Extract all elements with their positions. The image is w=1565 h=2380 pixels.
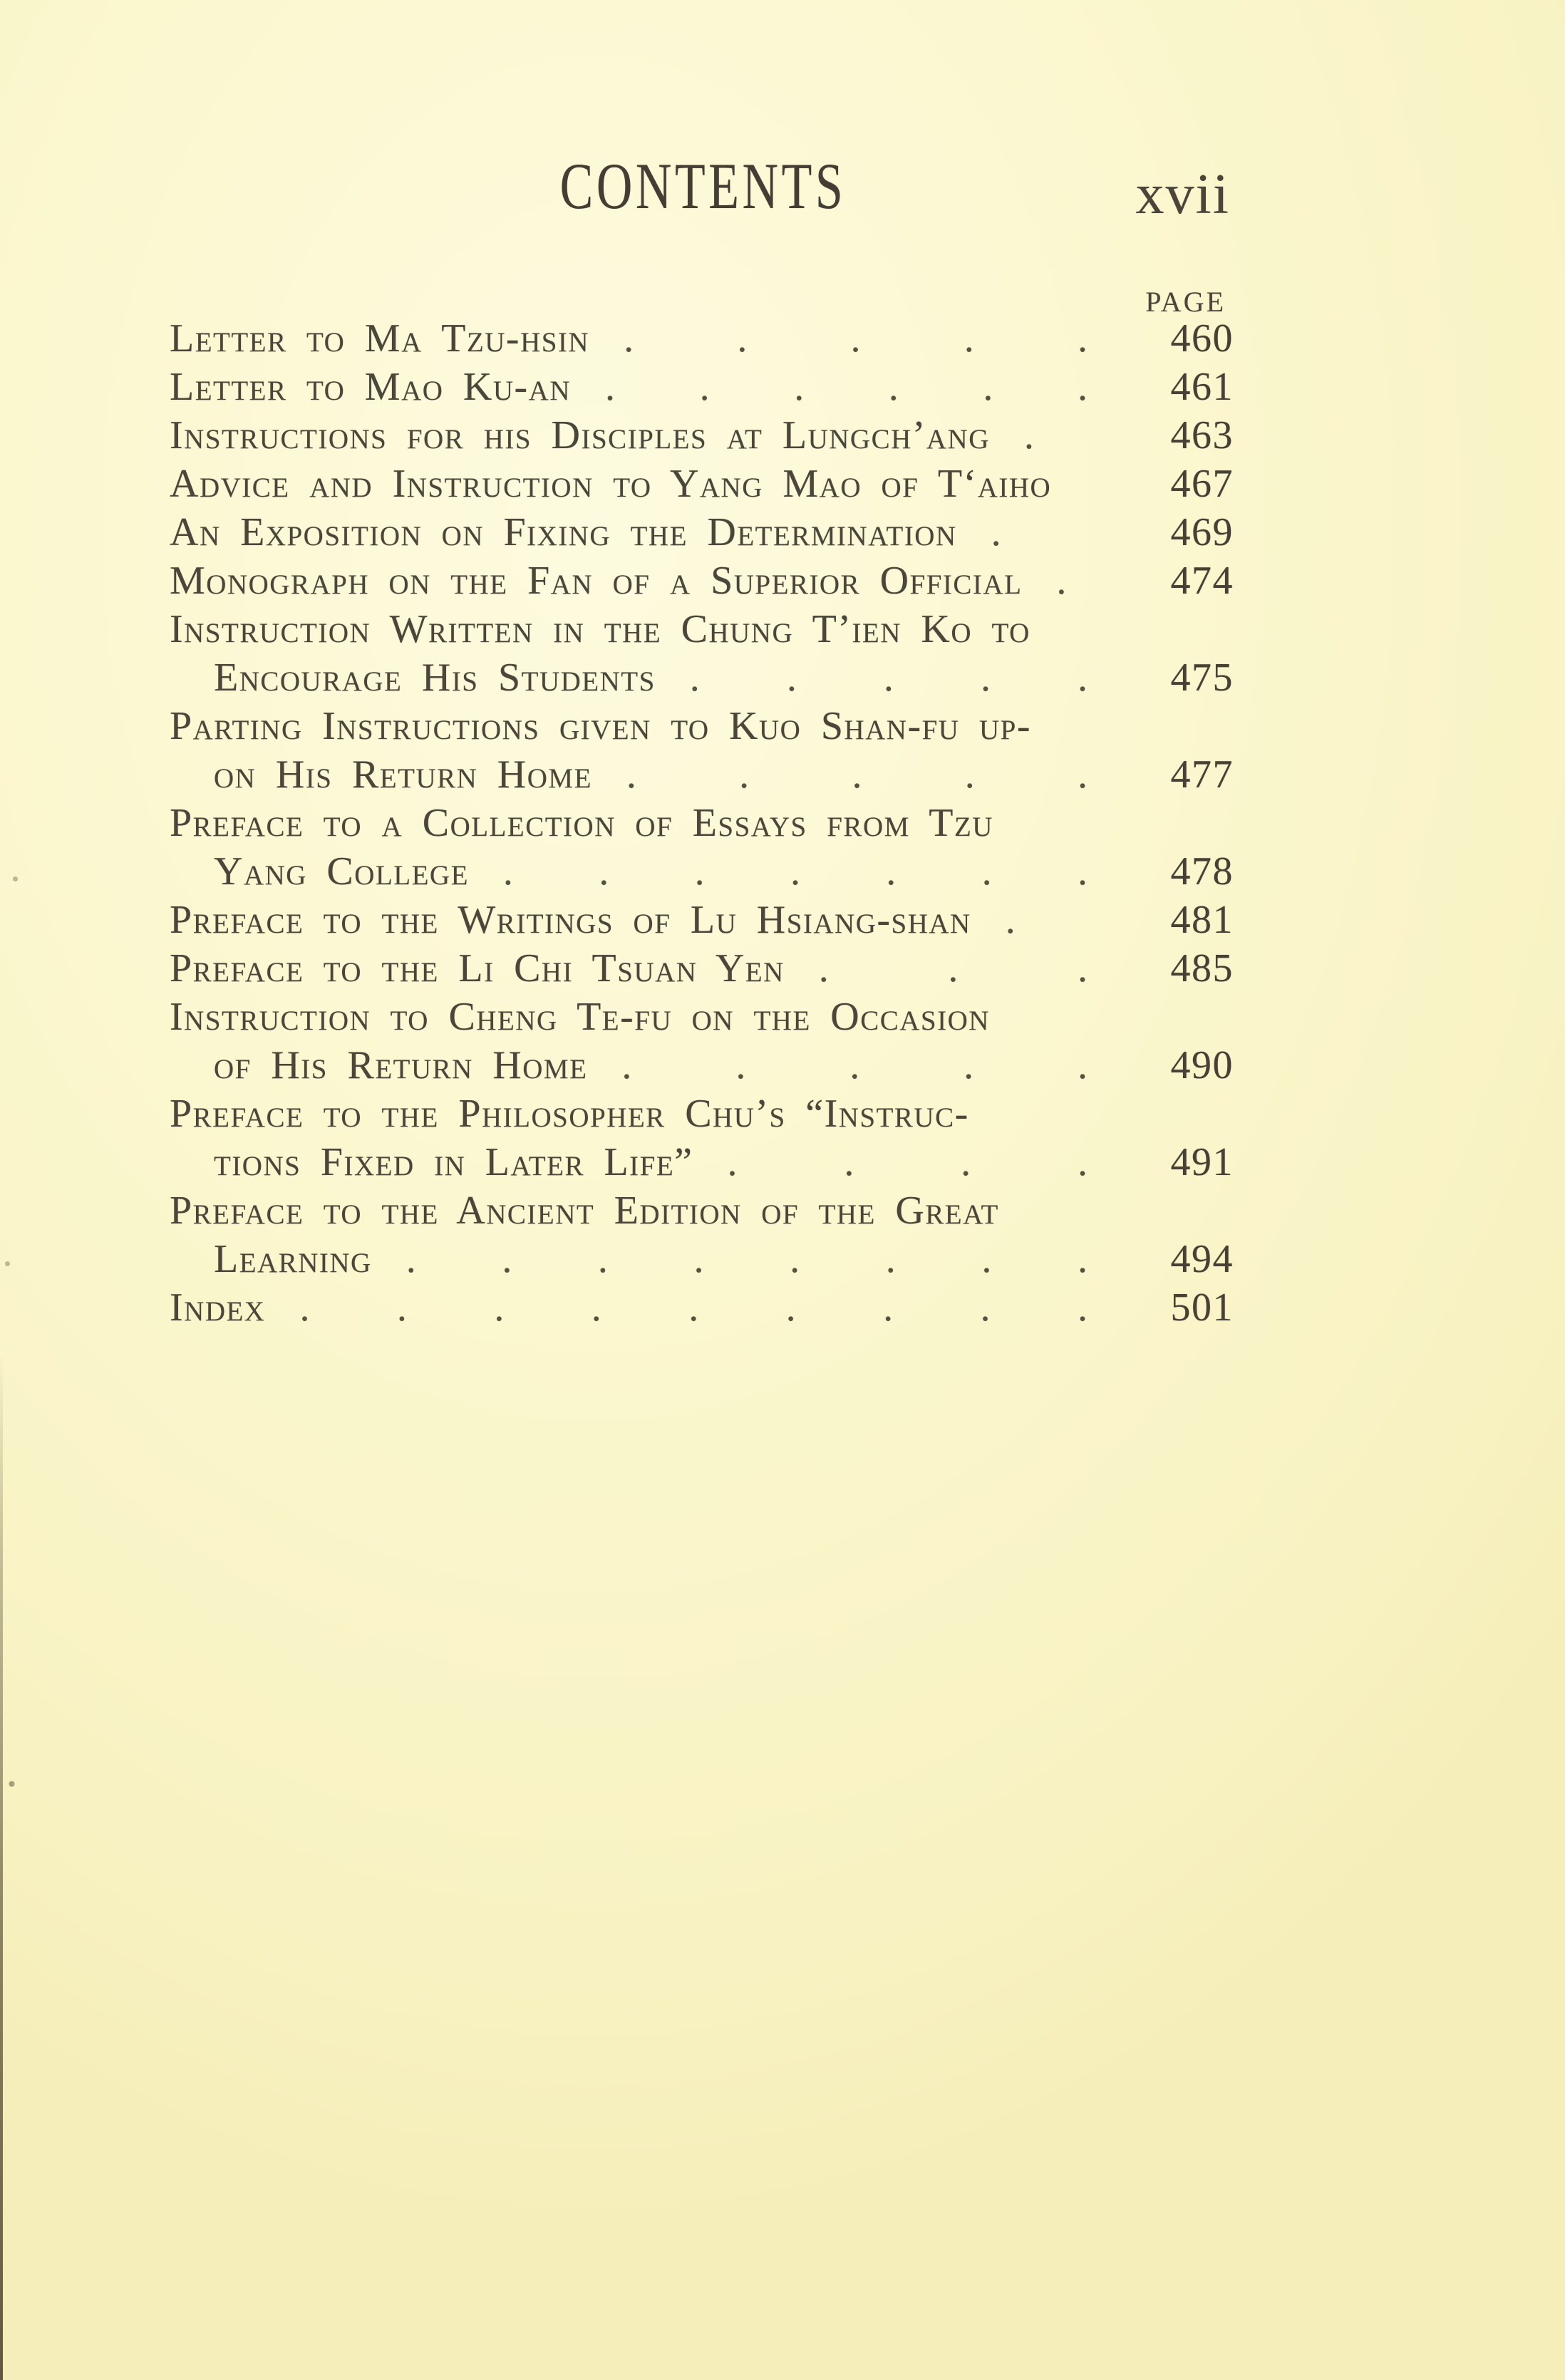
toc-row-wrap-first bbox=[170, 605, 1236, 653]
toc-entry-title: Instructions for his Disciples at Lungch’ang bbox=[170, 413, 990, 457]
toc-entry-title: Yang College bbox=[214, 849, 469, 894]
toc-entry-title: of His Return Home bbox=[214, 1043, 588, 1087]
toc-entry-title: Preface to the Ancient Edition of the Great bbox=[170, 1189, 999, 1233]
toc-page-number: 467 bbox=[1170, 462, 1234, 506]
toc-entry-title: An Exposition on Fixing the Determination bbox=[170, 510, 957, 554]
toc-row-wrap-continuation bbox=[170, 1235, 1236, 1283]
folio-number: xvii bbox=[1135, 163, 1230, 226]
toc-entry-title: on His Return Home bbox=[214, 752, 592, 797]
table-of-contents bbox=[170, 314, 1236, 1332]
toc-page-number: 474 bbox=[1170, 559, 1234, 603]
leader-dots: . . . . . bbox=[621, 1043, 1088, 1087]
toc-entry-title: Preface to the Li Chi Tsuan Yen bbox=[170, 946, 785, 990]
toc-entry-title: Preface to the Philosopher Chu’s “Instruc- bbox=[170, 1092, 969, 1136]
toc-entry-title: Preface to the Writings of Lu Hsiang-shan bbox=[170, 898, 971, 942]
toc-entry-title: Preface to a Collection of Essays from Tzu bbox=[170, 801, 993, 845]
toc-page-number: 501 bbox=[1170, 1285, 1234, 1330]
toc-page-number: 481 bbox=[1170, 898, 1234, 942]
toc-page-number: 477 bbox=[1170, 752, 1234, 797]
toc-row bbox=[170, 557, 1236, 605]
toc-row-wrap-continuation bbox=[170, 1138, 1236, 1186]
leader-dots: . bbox=[1005, 898, 1016, 942]
scan-specks bbox=[0, 0, 2, 2]
toc-entry-title: Letter to Ma Tzu-hsin bbox=[170, 316, 590, 361]
leader-dots: . . . . . . . . bbox=[406, 1237, 1088, 1281]
toc-row-wrap-continuation bbox=[170, 1041, 1236, 1090]
toc-page-number: 475 bbox=[1170, 656, 1234, 700]
leader-dots: . . . . . bbox=[624, 316, 1088, 361]
page-column-label: PAGE bbox=[1145, 286, 1226, 318]
toc-row bbox=[170, 896, 1236, 944]
leader-dots: . . . . . . . . . bbox=[299, 1285, 1088, 1330]
toc-page-number: 460 bbox=[1170, 316, 1234, 361]
toc-page-number: 469 bbox=[1170, 510, 1234, 554]
toc-row-wrap-continuation bbox=[170, 847, 1236, 896]
toc-row-wrap-first bbox=[170, 1090, 1236, 1138]
toc-entry-title: Learning bbox=[214, 1237, 372, 1281]
page-header bbox=[170, 148, 1236, 224]
toc-row-wrap-first bbox=[170, 702, 1236, 750]
toc-page-number: 485 bbox=[1170, 946, 1234, 990]
leader-dots: . . . . . . . bbox=[502, 849, 1088, 894]
leader-dots: . . . . . . bbox=[605, 365, 1088, 409]
scan-gutter-shadow bbox=[0, 1354, 3, 2380]
toc-entry-title: tions Fixed in Later Life” bbox=[214, 1140, 693, 1184]
page-title: CONTENTS bbox=[559, 150, 847, 222]
leader-dots: . . . . bbox=[727, 1140, 1088, 1184]
toc-row bbox=[170, 508, 1236, 557]
toc-entry-title: Index bbox=[170, 1285, 266, 1330]
toc-entry-title: Instruction Written in the Chung T’ien Ko to bbox=[170, 607, 1031, 651]
toc-row-wrap-continuation bbox=[170, 653, 1236, 702]
toc-row-wrap-first bbox=[170, 1186, 1236, 1235]
toc-page-number: 494 bbox=[1170, 1237, 1234, 1281]
leader-dots: . bbox=[991, 510, 1001, 554]
leader-dots: . . . . . bbox=[689, 656, 1088, 700]
leader-dots: . bbox=[1056, 559, 1067, 603]
toc-entry-title: Advice and Instruction to Yang Mao of T‘aiho bbox=[170, 462, 1052, 506]
leader-dots: . . . bbox=[818, 946, 1088, 990]
toc-row bbox=[170, 1283, 1236, 1332]
toc-entry-title: Monograph on the Fan of a Superior Official bbox=[170, 559, 1023, 603]
leader-dots: . bbox=[1023, 413, 1034, 457]
toc-row bbox=[170, 363, 1236, 411]
toc-row bbox=[170, 460, 1236, 508]
toc-row-wrap-first bbox=[170, 799, 1236, 847]
toc-page-number: 461 bbox=[1170, 365, 1234, 409]
toc-row bbox=[170, 314, 1236, 363]
toc-page-number: 491 bbox=[1170, 1140, 1234, 1184]
toc-page-number: 478 bbox=[1170, 849, 1234, 894]
leader-dots: . . . . . bbox=[626, 752, 1088, 797]
toc-page-number: 490 bbox=[1170, 1043, 1234, 1087]
toc-row-wrap-first bbox=[170, 993, 1236, 1041]
toc-row bbox=[170, 944, 1236, 993]
toc-row-wrap-continuation bbox=[170, 750, 1236, 799]
toc-page-number: 463 bbox=[1170, 413, 1234, 457]
toc-entry-title: Instruction to Cheng Te-fu on the Occasion bbox=[170, 995, 990, 1039]
toc-row bbox=[170, 411, 1236, 460]
toc-entry-title: Letter to Mao Ku-an bbox=[170, 365, 571, 409]
toc-entry-title: Parting Instructions given to Kuo Shan-fu up- bbox=[170, 704, 1031, 748]
toc-entry-title: Encourage His Students bbox=[214, 656, 656, 700]
